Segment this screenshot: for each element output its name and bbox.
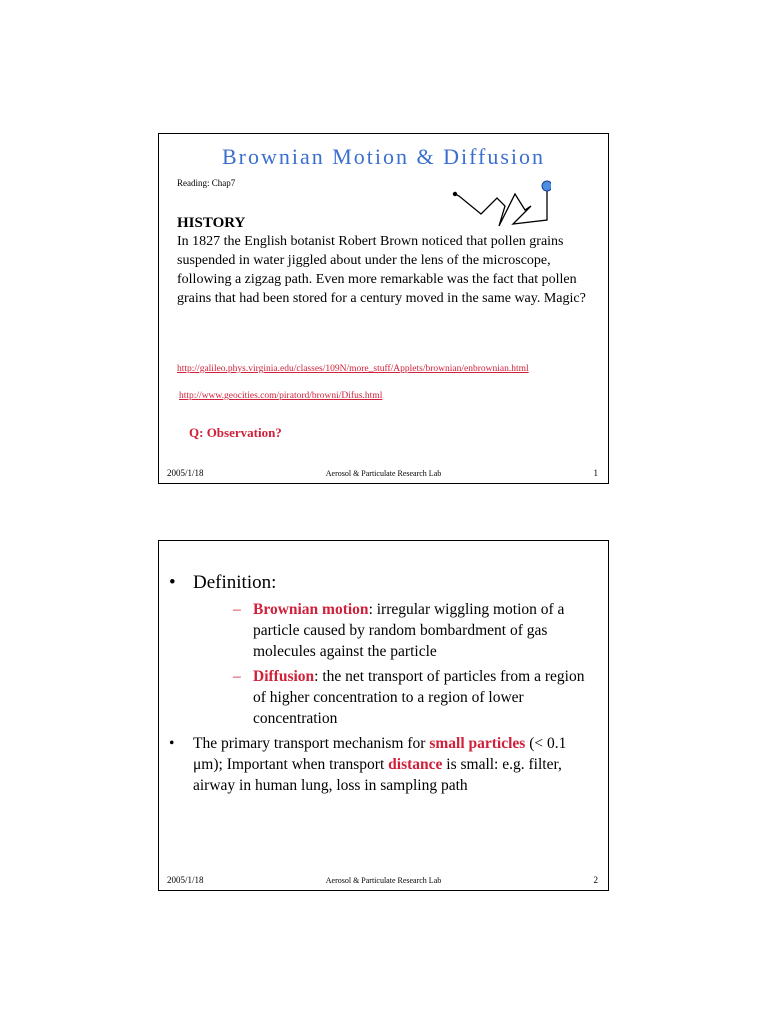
- transport-text-3: is small: e.g. filter, airway in human lung, loss in sampling path: [193, 756, 562, 794]
- footer-page-number: 1: [593, 468, 598, 478]
- brownian-term: Brownian motion: [253, 601, 369, 618]
- list-item: [169, 571, 599, 729]
- brownian-definition: : irregular wiggling motion of a particle caused by random bombardment of gas molecules against the particle: [253, 601, 565, 660]
- slide-2: [158, 540, 609, 891]
- small-particles-highlight: small particles: [429, 735, 526, 752]
- slide-1: [158, 133, 609, 484]
- transport-text-1: The primary transport mechanism for: [193, 735, 430, 752]
- history-text: In 1827 the English botanist Robert Brown noticed that pollen grains suspended in water jiggled about under the lens of the microscope, following a zigzag path. Even more remarkable was the fact that pollen grains that had been stored for a century moved in the same way. Magic?: [177, 234, 586, 306]
- observation-question: Q: Observation?: [189, 425, 282, 440]
- definition-list: [169, 571, 599, 796]
- history-heading: HISTORY: [177, 215, 246, 231]
- diffusion-link[interactable]: http://www.geocities.com/piratord/browni/Difus.html: [179, 391, 383, 401]
- dash-icon: –: [233, 601, 241, 618]
- brownian-zigzag-icon: [451, 176, 551, 228]
- list-item: [169, 733, 599, 796]
- list-item: [193, 599, 599, 662]
- dash-icon: –: [233, 668, 241, 685]
- list-item: [193, 666, 599, 729]
- footer-date: 2005/1/18: [167, 875, 204, 885]
- reading-note: Reading: Chap7: [177, 178, 236, 188]
- distance-highlight: distance: [388, 756, 443, 773]
- definition-label: Definition:: [193, 572, 277, 593]
- slide-title: Brownian Motion & Diffusion: [221, 144, 546, 169]
- transport-text-2: (< 0.1 μm); Important when transport: [193, 735, 567, 773]
- bullet-icon: •: [169, 735, 175, 752]
- bullet-icon: •: [169, 572, 176, 593]
- footer-date: 2005/1/18: [167, 468, 204, 478]
- footer-lab: Aerosol & Particulate Research Lab: [325, 469, 442, 478]
- diffusion-definition: : the net transport of particles from a region of higher concentration to a region of lower concentration: [253, 668, 585, 727]
- diffusion-term: Diffusion: [253, 668, 315, 685]
- brownian-applet-link[interactable]: http://galileo.phys.virginia.edu/classes/109N/more_stuff/Applets/brownian/enbrownian.html: [177, 364, 529, 374]
- footer-page-number: 2: [593, 875, 598, 885]
- definition-sublist: [193, 599, 599, 729]
- footer-lab: Aerosol & Particulate Research Lab: [325, 876, 442, 885]
